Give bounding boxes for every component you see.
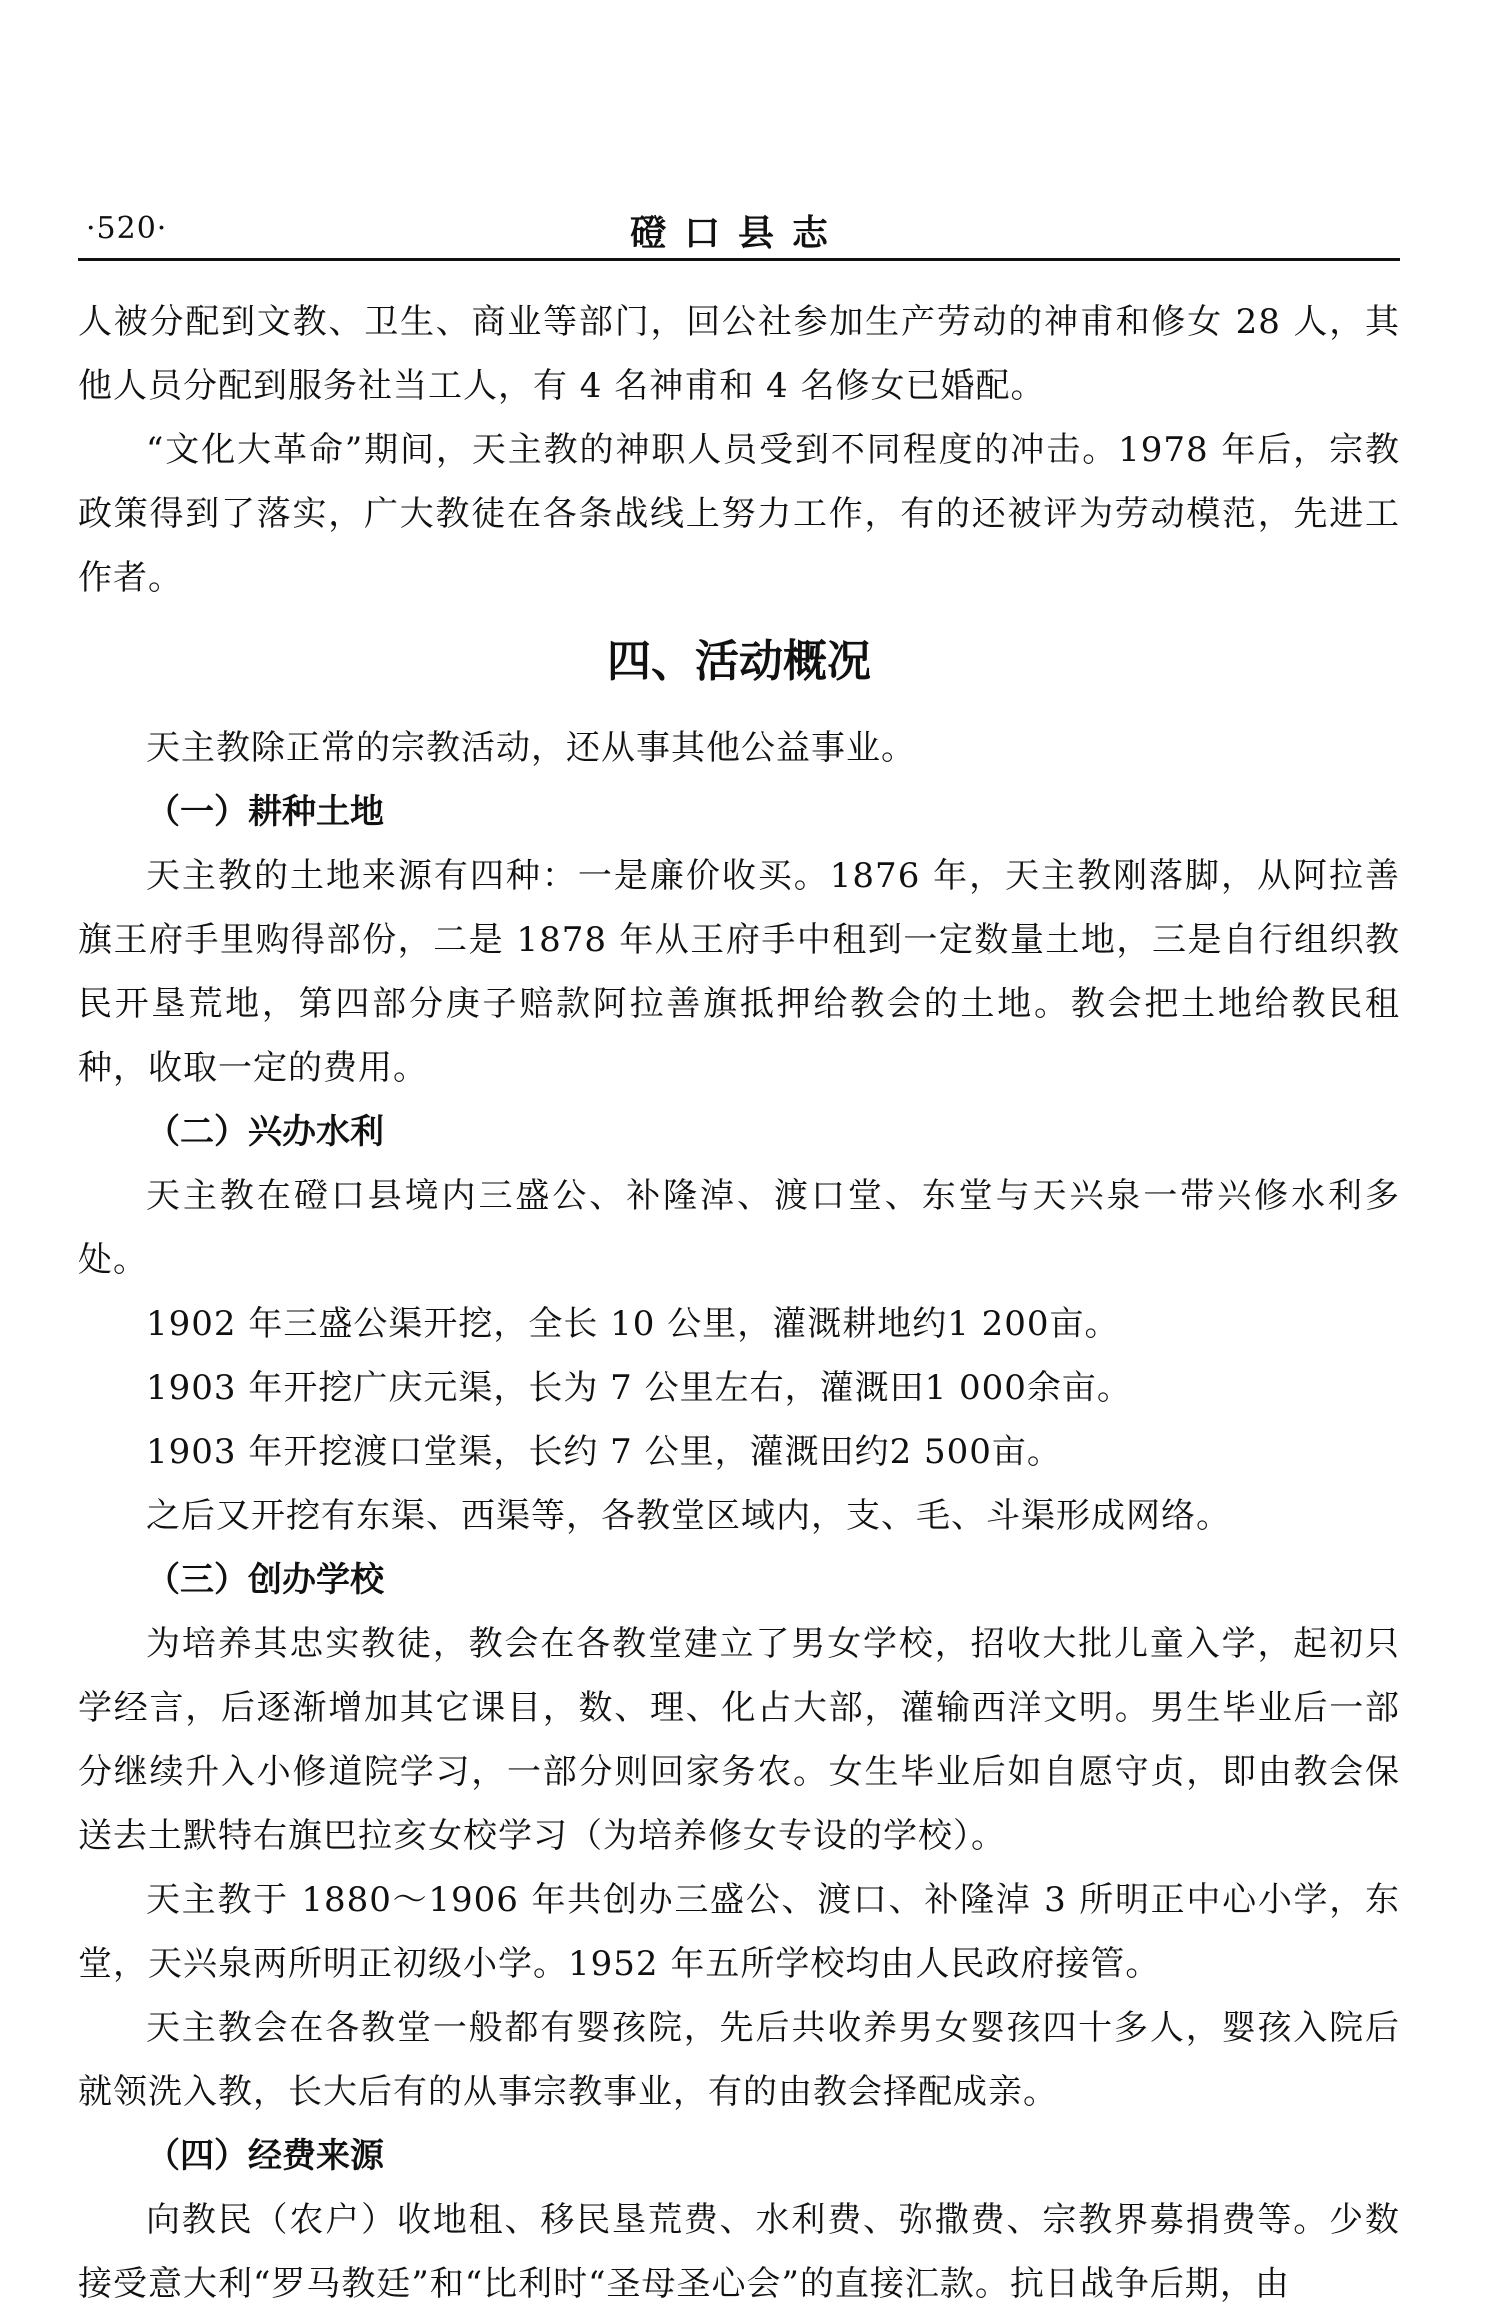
paragraph: 1902 年三盛公渠开挖，全长 10 公里，灌溉耕地约1 200亩。 xyxy=(146,1304,1120,1344)
paragraph: 天主教于 1880～1906 年共创办三盛公、渡口、补隆淖 3 所明正中心小学，东堂，天兴泉两所明正初级小学。1952 年五所学校均由人民政府接管。 xyxy=(78,1880,1400,1984)
section-title: 四、活动概况 xyxy=(607,636,871,687)
subsection-title-4: （四）经费来源 xyxy=(146,2136,384,2176)
paragraph: 天主教会在各教堂一般都有婴孩院，先后共收养男女婴孩四十多人，婴孩入院后就领洗入教，长大后有的从事宗教事业，有的由教会择配成亲。 xyxy=(78,2008,1400,2112)
section-intro: 天主教除正常的宗教活动，还从事其他公益事业。 xyxy=(146,728,916,768)
paragraph: 天主教的土地来源有四种：一是廉价收买。1876 年，天主教刚落脚，从阿拉善旗王府手里购得部份，二是 1878 年从王府手中租到一定数量土地，三是自行组织教民开垦荒地，第四部分庚子赔款阿拉善旗抵押给教会的土地。教会把土地给教民租种，收取一定的费用。 xyxy=(78,856,1400,1088)
paragraph: 向教民（农户）收地租、移民垦荒费、水利费、弥撒费、宗教界募捐费等。少数接受意大利“罗马教廷”和“比利时“圣母圣心会”的直接汇款。抗日战争后期，由 xyxy=(78,2200,1400,2304)
paragraph: 1903 年开挖渡口堂渠，长约 7 公里，灌溉田约2 500亩。 xyxy=(146,1432,1062,1472)
header-rule xyxy=(78,258,1400,261)
book-title: 磴口县志 xyxy=(629,212,846,254)
subsection-title-3: （三）创办学校 xyxy=(146,1560,384,1600)
paragraph: 为培养其忠实教徒，教会在各教堂建立了男女学校，招收大批儿童入学，起初只学经言，后逐渐增加其它课目，数、理、化占大部，灌输西洋文明。男生毕业后一部分继续升入小修道院学习，一部分则回家务农。女生毕业后如自愿守贞，即由教会保送去土默特右旗巴拉亥女校学习（为培养修女专设的学校）。 xyxy=(78,1624,1400,1856)
paragraph-continued: 人被分配到文教、卫生、商业等部门，回公社参加生产劳动的神甫和修女 28 人，其他人员分配到服务社当工人，有 4 名神甫和 4 名修女已婚配。 xyxy=(78,302,1400,406)
paragraph: 之后又开挖有东渠、西渠等，各教堂区域内，支、毛、斗渠形成网络。 xyxy=(146,1496,1231,1536)
page-content xyxy=(78,290,1400,2316)
paragraph: “文化大革命”期间，天主教的神职人员受到不同程度的冲击。1978 年后，宗教政策得到了落实，广大教徒在各条战线上努力工作，有的还被评为劳动模范，先进工作者。 xyxy=(78,430,1400,598)
page-header xyxy=(78,205,1398,257)
subsection-title-1: （一）耕种土地 xyxy=(146,792,384,832)
paragraph: 1903 年开挖广庆元渠，长为 7 公里左右，灌溉田1 000余亩。 xyxy=(146,1368,1132,1408)
paragraph: 天主教在磴口县境内三盛公、补隆淖、渡口堂、东堂与天兴泉一带兴修水利多处。 xyxy=(78,1176,1400,1280)
subsection-title-2: （二）兴办水利 xyxy=(146,1112,384,1152)
page-number: ·520· xyxy=(86,211,168,246)
